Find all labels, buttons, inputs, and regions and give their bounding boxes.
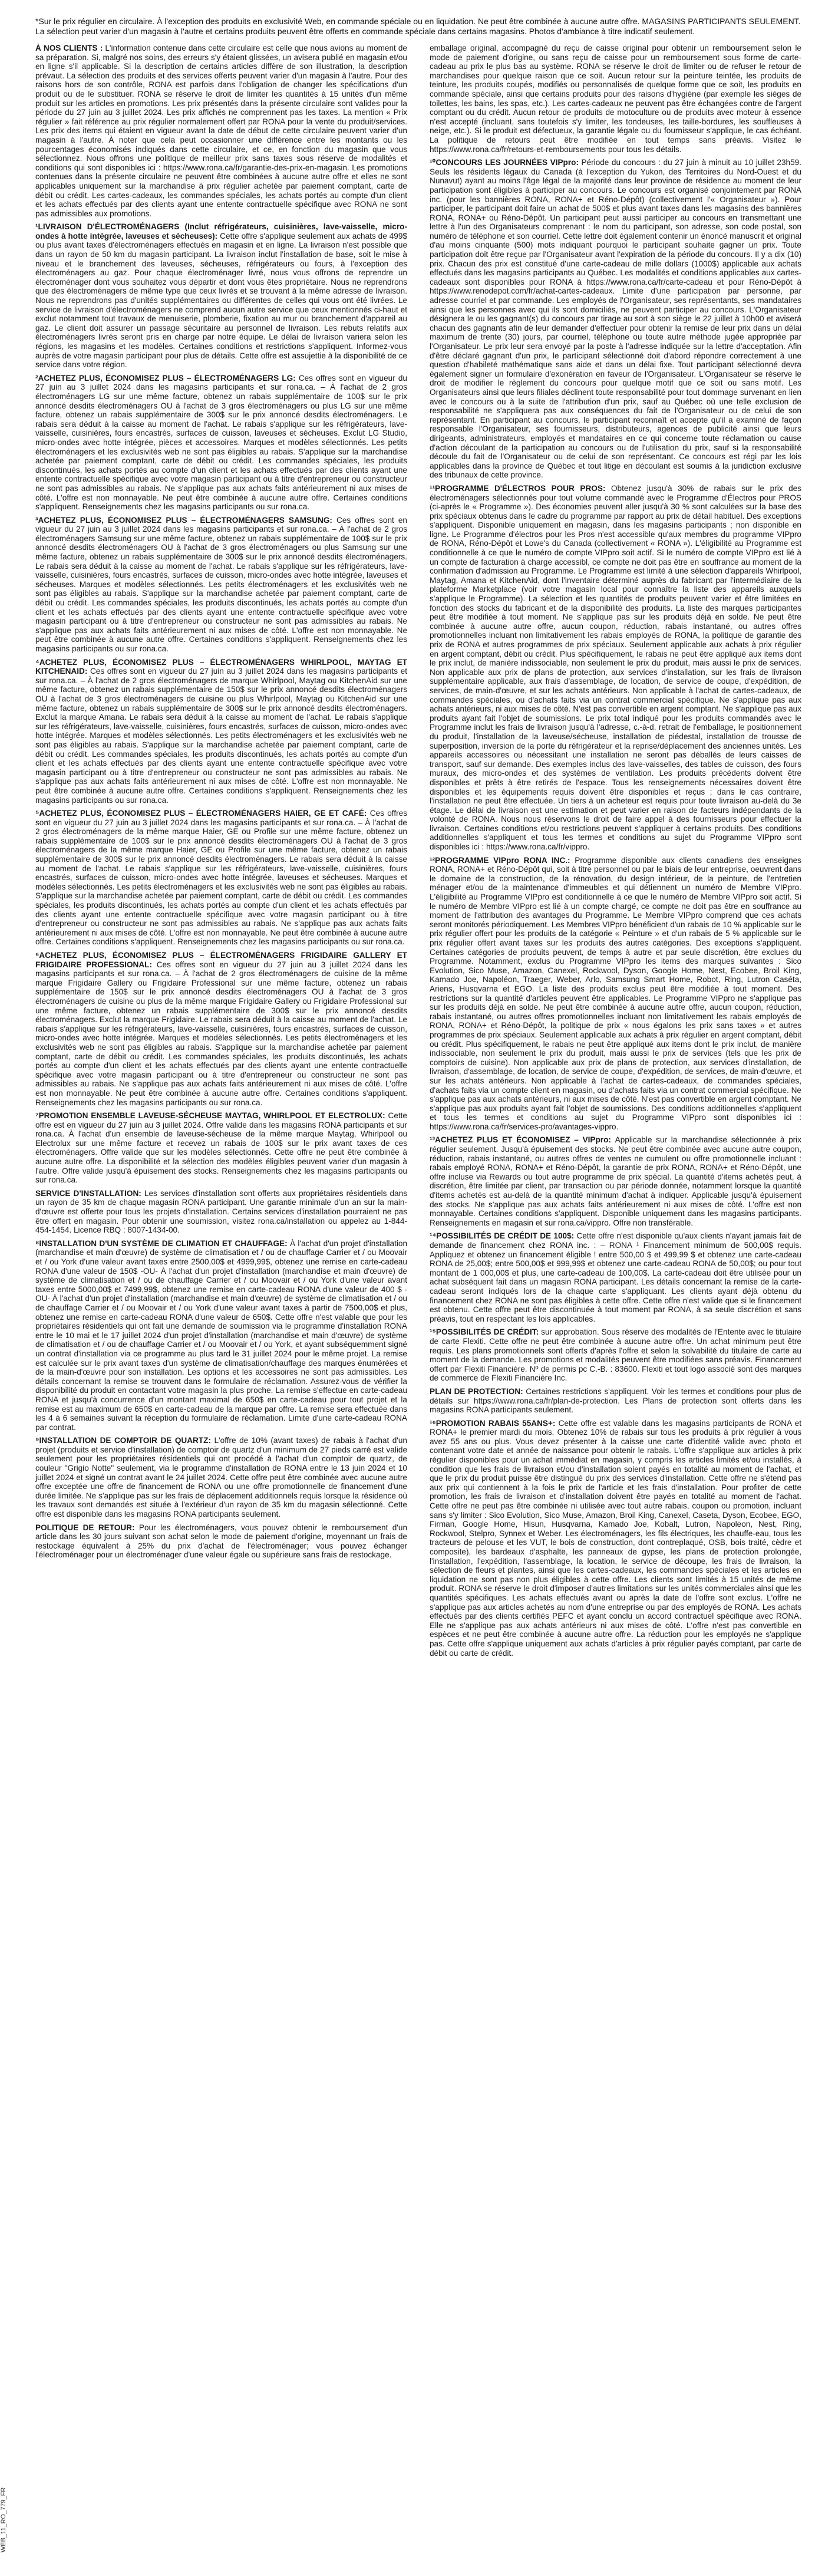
terms-paragraph — [430, 856, 801, 1132]
terms-paragraph-title: ¹⁶PROMOTION RABAIS 55ANS+: — [430, 1418, 559, 1428]
terms-paragraph-body: L'offre de 10% (avant taxes) de rabais à l'achat d'un projet (produits et service d'installation) de comptoir de quartz d'un minimum de 27 pieds carré est valide seulement pour les propriétaires résidentiels qui ont procédé à l'achat d'un comptoir de quartz, de couleur "Grigio Notte" seulement, via le programme d'installation de RONA entre le 13 juin 2024 et 10 juillet 2024 et signé un contrat avant le 24 juillet 2024. Cette offre peut être combinée avec aucune autre offre exceptée une offre de financement de RONA ou une offre promotionnelle de financement d'une durée limitée. Ne s'applique pas sur les frais de déplacement additionnels requis lorsque la résidence où les travaux sont demandés est située à l'extérieur d'un rayon de 35 km du magasin sélectionné. Cette offre est disponible dans les magasins RONA participants seulement. — [35, 1436, 407, 1519]
terms-paragraph-title: ¹⁵POSSIBILITÉS DE CRÉDIT: — [430, 1327, 542, 1337]
terms-paragraph-body: sur approbation. Sous réserve des modalités de l'Entente avec le titulaire de carte Flexiti. Cette offre ne peut être combinée à aucune autre offre. Un achat minimum peut être requis. Les plans promotionnels sont offerts d'après l'offre et selon la solvabilité du titulaire de carte au moment de la demande. Les promotions et modalités peuvent être modifiées sans préavis. Financement offert par Flexiti Financière. Nº de permis pc C.-B. : 83600. Flexiti et tout logo associé sont des marques de commerce de Flexiti Financière Inc. — [430, 1327, 801, 1383]
terms-paragraph-title: ⁵ACHETEZ PLUS, ÉCONOMISEZ PLUS – ÉLECTROMÉNAGERS HAIER, GE ET CAFÉ: — [35, 809, 370, 818]
terms-paragraph — [430, 1419, 801, 1658]
terms-paragraph-title: ²ACHETEZ PLUS, ÉCONOMISEZ PLUS – ÉLECTROMÉNAGERS LG: — [35, 373, 299, 383]
header-disclaimer: *Sur le prix régulier en circulaire. À l'exception des produits en exclusivité Web, en commande spéciale ou en liquidation. Ne peut être combinée à aucune autre offre. MAGASINS PARTICIPANTS SEULEMENT. La sélection peut varier d'un magasin à l'autre et certains produits peuvent être offerts en commande spéciale dans certains magasins. Photos d'ambiance à titre indicatif seulement. — [35, 17, 801, 36]
terms-paragraph-body: Cette offre s'applique seulement aux achats de 499$ ou plus avant taxes d'électroménagers effectués en magasin et en ligne. La livraison n'est possible que dans un rayon de 50 km du magasin participant. La livraison inclut l'installation de base, soit le mise à niveau et le branchement des laveuses, sécheuses, réfrigérateurs ou fours, à l'exception des électroménagers au gaz. Pour chaque électroménager livré, nous vous offrons de reprendre un électroménager dont vous souhaitez vous départir et dont vous êtes propriétaire. Nous ne reprendrons que des électroménagers de même type que ceux livrés et se trouvant à la même adresse de livraison. Nous ne reprendrons pas d'unités supplémentaires ou différentes de celles qui vous ont été livrées. Le service de livraison d'électroménagers ne comprend aucun autre service que ceux mentionnés ci-haut et exclut notamment tout travaux de menuiserie, plomberie, fixation au mur ou branchement d'appareil au gaz. Le client doit assurer un passage sécuritaire au personnel de livraison. Les rebuts relatifs aux électroménagers livrés seront pris en charge par notre équipe. Le délai de livraison variera selon les régions, les magasins et les modèles. Certaines conditions et restrictions s'appliquent. Informez-vous auprès de votre magasin participant pour plus de détails. Cette offre est assujettie à la disponibilité de ce service dans votre région. — [35, 231, 407, 370]
terms-paragraph-body: Période du concours : du 27 juin à minuit au 10 juillet 23h59. Seuls les résidents légaux du Canada (à l'exception du Yukon, des Territoires du Nord-Ouest et du Nunavut) ayant au moins l'âge légal de la majorité dans leur province de résidence au moment de leur participation sont éligibles à participer au concours. Le concours est organisé conjointement par RONA inc. (pour les bannières RONA, RONA+ et Réno-Dépôt) (collectivement l'« Organisateur »). Pour participer, le participant doit faire un achat de 500$ et plus avant taxes dans les magasins des bannières RONA, RONA+ ou Réno-Dépôt. Un participant peut aussi participer au concours en transmettant une lettre à l'un des Organisateurs comprenant : le nom du participant, son adresse, son code postal, son numéro de téléphone et son courriel. Cette lettre doit également contenir un énoncé manuscrit et original d'au moins cinquante (500) mots indiquant pourquoi le participant souhaite gagner un prix. Toute participation doit être reçue par l'Organisateur avant l'expiration de la période du concours. Il y a dix (10) prix. Chacun des prix est constitué d'une carte-cadeau de mille dollars (1000$) applicable aux achats effectués dans les magasins participants au Québec. Les modalités et conditions applicables aux cartes-cadeaux sont disponibles pour RONA à https://www.rona.ca/fr/carte-cadeau et pour Réno-Dépôt à https://www.renodepot.com/fr/achat-cartes-cadeaux. Limite d'une participation par personne, par adresse courriel et par commande. Les employés de l'Organisateur, ses représentants, ses mandataires ainsi que les personnes avec qui ils sont domiciliés, ne peuvent participer au concours. L'Organisateur désignera le ou les gagnant(s) du concours par tirage au sort à son siège le 22 juillet à 10h00 et aviserá chacun des gagnants afin de leur demander d'effectuer pour obtenir la remise de leur prix dans un délai maximum de trente (30) jours, par courriel, téléphone ou toute autre méthode jugée appropriée par l'Organisateur. Le prix leur sera envoyé par la poste à l'adresse indiquée sur la lettre d'acceptation. Afin d'être déclaré gagnant d'un prix, le participant sélectionné doit d'abord répondre correctement à une question d'habileté mathématique sans aide et dans un délai fixe. Tout participant sélectionné devra également signer un formulaire d'exonération en faveur de l'Organisateur. L'Organisateur se réserve le droit de modifier le règlement du concours pour quelque motif que ce soit ou sans motif. Les Organisateurs ainsi que leurs filiales déclinent toute responsabilité pour tout dommage survenant en lien avec le concours ou à la suite de l'attribution d'un prix, sauf au Québec où une telle exclusion de responsabilité ne s'appliquera pas aux conséquences du fait de l'Organisateur ou de celui de son représentant. En participant au concours, le participant reconnaît et accepte qu'il a examiné de façon responsable l'Organisateur, ses fournisseurs, distributeurs, agences de publicité ainsi que leurs dirigeants, administrateurs, employés et mandataires en ce qui concerne toute réclamation ou cause d'action découlant de la participation au concours ou de l'utilisation du prix, sauf si la responsabilité découle du fait de l'Organisateur ou de celui de son représentant. Ce concours est régi par les lois applicables dans la province de Québec et tout litige en découlant est soumis à la juridiction exclusive des tribunaux de cette province. — [430, 158, 801, 480]
terms-column-right — [430, 44, 801, 2543]
terms-paragraph — [35, 951, 407, 1107]
terms-paragraph — [35, 658, 407, 805]
terms-columns — [35, 44, 801, 2543]
terms-paragraph — [35, 1111, 407, 1185]
terms-paragraph-body: Certaines restrictions s'appliquent. Voir les termes et conditions pour plus de détails sur https://www.rona.ca/fr/plan-de-protection. Les Plans de protection sont offerts dans les magasins RONA participants seulement. — [430, 1386, 801, 1415]
terms-paragraph — [35, 1239, 407, 1432]
terms-paragraph — [430, 1135, 801, 1227]
terms-paragraph-body: Cette offre n'est disponible qu'aux clients n'ayant jamais fait de demande de financement chez RONA inc. : – RONA ¹ Financement minimum de 500,00$ requis. Appliquez et obtenez un financement éligible ! entre 500,00 $ et 499,99 $ et obtenez une carte-cadeau RONA de 25,00$; entre 500,00$ et 999,99$ et obtenez une carte-cadeau RONA de 50,00$; ou pour tout montant de 1 000,00$ et plus, une carte-cadeau de 100,00$. La carte-cadeau doit être utilisée pour un achat subséquent fait dans un magasin RONA participant. Les détails concernant la remise de la carte-cadeau seront indiqués lors de la chaque carte s'appliquant. Les clients ayant déjà obtenu du financement chez RONA ne sont pas éligibles à cette offre. Cette offre n'est valide que si le financement est obtenu. Cette offre peut être discontinuée à tout moment par RONA, à sa seule discrétion et sans préavis, tout en respectant les lois applicables. — [430, 1231, 801, 1323]
terms-paragraph — [35, 1523, 407, 1560]
terms-paragraph-title: ¹¹PROGRAMME D'ÉLECTROS POUR PROS: — [430, 483, 611, 493]
terms-paragraph-title: ⁷PROMOTION ENSEMBLE LAVEUSE-SÉCHEUSE MAYTAG, WHIRLPOOL ET ELECTROLUX: — [35, 1111, 388, 1121]
terms-paragraph-title: POLITIQUE DE RETOUR: — [35, 1523, 139, 1532]
terms-paragraph — [35, 809, 407, 947]
terms-paragraph-title: ¹⁰CONCOURS LES JOURNÉES VIPpro: — [430, 158, 582, 167]
terms-paragraph — [430, 44, 801, 154]
terms-paragraph-body: Ces offres sont en vigueur du 27 juin au 3 juillet 2024 dans les magasins participants et sur rona.ca. – À l'achat de 2 gros électroménagers Samsung sur une même facture, obtenez un rabais supplémentaire de 100$ sur le prix annoncé desdits électroménagers OU à l'achat de 3 gros électroménagers ou plus Samsung sur une même facture, obtenez un rabais supplémentaire de 300$ sur le prix annoncé desdits électroménagers. Le rabais sera déduit à la caisse au moment de l'achat. Le rabais s'applique sur les réfrigérateurs, lave-vaisselle, cuisinières, fours encastrés, surfaces de cuisson, micro-ondes avec hotte intégrée, laveuses et sécheuses. Marques et modèles sélectionnés. Les petits électroménagers et les exclusivités web ne sont pas éligibles au rabais. S'applique sur la marchandise achetée par paiement comptant, carte de débit ou crédit. Les commandes spéciales, les produits discontinués, les achats portés au compte d'un client et les achats effectués par des clients ayant une entente contractuelle spécifique avec votre magasin participant ou à titre d'entrepreneur ou constructeur ne sont pas admissibles au rabais. Ne s'applique pas aux achats faits antérieurement ni aux mises de côté. L'offre est non monnayable. Ne peut être combinée à aucune autre offre. Certaines conditions s'appliquent. Renseignements chez les magasins participants ou sur rona.ca. — [35, 515, 407, 653]
terms-paragraph-body: Ces offres sont en vigueur du 27 juin au 3 juillet 2024 dans les magasins participants et sur rona.ca. – À l'achat de 2 gros électroménagers de la même marque Haier, GE ou Profile sur une même facture, obtenez un rabais supplémentaire de 100$ sur le prix annoncé desdits électroménagers OU à l'achat de 3 gros électroménagers de la même marque Haier, GE ou Profile sur une même facture, obtenez un rabais supplémentaire de 300$ sur le prix annoncé desdits électroménagers. Le rabais sera déduit à la caisse au moment de l'achat. Le rabais s'applique sur les réfrigérateurs, lave-vaisselle, cuisinières, fours encastrés, surfaces de cuisson, micro-ondes avec hotte intégrée, laveuses et sécheuses. Marques et modèles sélectionnés. Les petits électroménagers et les exclusivités web ne sont pas éligibles au rabais. S'applique sur la marchandise achetée par paiement comptant, carte de débit ou crédit. Les commandes spéciales, les produits discontinués, les achats portés au compte d'un client et les achats effectués par des clients ayant une entente contractuelle spécifique avec votre magasin participant ou à titre d'entrepreneur ou constructeur ne sont pas admissibles au rabais. Ne s'applique pas aux achats faits antérieurement ni aux mises de côté. L'offre est non monnayable. Ne peut être combinée à aucune autre offre. Certaines conditions s'appliquent. Renseignements chez les magasins participants ou sur rona.ca. — [35, 809, 407, 947]
terms-paragraph — [430, 1231, 801, 1323]
terms-paragraph-body: Les services d'installation sont offerts aux propriétaires résidentiels dans un rayon de 35 km de chaque magasin RONA participant. Une garantie minimale d'un an sur la main-d'œuvre est offerte pour tous les projets d'installation. Certains services d'installation pourraient ne pas être offert en magasin. Pour obtenir une soumission, visitez rona.ca/installation ou appelez au 1-844-454-1454. Licence RBQ : 8007-1434-00. — [35, 1188, 407, 1235]
terms-paragraph-title: À NOS CLIENTS : — [35, 44, 105, 52]
terms-paragraph-title: PLAN DE PROTECTION: — [430, 1386, 526, 1396]
terms-paragraph — [430, 1327, 801, 1383]
terms-column-left — [35, 44, 407, 2543]
terms-paragraph-body: Cette offre est en vigueur du 27 juin au 3 juillet 2024. Offre valide dans les magasins RONA participants et sur rona.ca. À l'achat d'un ensemble de laveuse-sécheuse de la même marque Maytag, Whirlpool ou Electrolux sur une même facture et recevez un rabais de 100$ sur le prix avant taxes de ces électroménagers. Offre valide que sur les modèles sélectionnés. Cette offre ne peut être combinée à aucune autre offre. La disponibilité et la sélection des modèles éligibles peuvent varier d'un magasin à l'autre. Offre valide jusqu'à épuisement des stocks. Renseignements chez les magasins participants ou sur rona.ca. — [35, 1111, 407, 1185]
terms-paragraph-body: Programme disponible aux clients canadiens des enseignes RONA, RONA+ et Réno-Dépôt qui, soit à titre personnel ou par le biais de leur entreprise, oeuvrent dans le domaine de la construction, de la rénovation, du design intérieur, de la peinture, de l'entretien ménager et/ou de la maintenance d'immeubles et qui détiennent un numéro de Membre VIPpro. L'éligibilité au Programme VIPpro est conditionnelle à ce que le numéro de Membre VIPpro soit actif. Si le numéro de Membre VIPpro est lié à un compte chargé, ce compte ne doit pas être en souffrance au moment de l'attribution des avantages du Programme. Le Membre VIPpro comprend que ces achats seront monitorés périodiquement. Les Membres VIPpro bénéficient d'un rabais de 10 % applicable sur le prix régulier offert pour les produits de la catégorie « Peinture » et d'un rabais de 5 % applicable sur le prix régulier offert avant taxes sur les produits des autres catégories. Des exceptions s'appliquent. Certaines catégories de produits peuvent, de temps à autre et par seule discrétion, être exclues du Programme. Notamment, exclus du Programme VIPpro les items des marques suivantes : Sico Evolution, Sico Muse, Amazon, Canexel, Rockwool, Dyson, Google Home, Nest, Ecobee, Broil King, Kamado Joe, Napoléon, Traeger, Weber, Arlo, Samsung Smart Home, Robot, Ring, Lutron Caséta, Ariens, Husqvarna et EGO. La liste des produits exclus peut être modifiée à tout moment. Des restrictions sur la quantité d'articles peuvent être applicables. Le Programme VIPpro ne s'applique pas sur les produits déjà en solde. Ne peut être combinée à aucune autre offre, aucun coupon, réduction, rabais instantané, ou autres offres promotionnelles incluant non limitativement les rabais employés de RONA, RONA+ et Réno-Dépôt, la politique de prix « nous égalons les prix sans taxes » et autres programmes de prix spéciaux. Seulement applicable aux achats à prix régulier en argent comptant, débit ou crédit. Plus spécifiquement, le rabais ne peut être appliqué aux items dont le prix inclut, de manière indissociable, non seulement le prix du produit, mais aussi le prix de services (tels que les prix de comptoirs de cuisine). Non applicable aux prix de plans de protection, aux services d'installation, de livraison, d'assemblage, de location, de service de coupe, d'expédition, de services, de main-d'œuvre, et sur les achats antérieurs. Non applicable à l'achat de cartes-cadeaux, de commandes spéciales, d'achats faits via un compte client en magasin, ou d'achats faits via un contrat commercial spécifique. Ne s'applique pas aux achats antérieurs, ni aux mises de côté. N'est pas convertible en argent comptant. Ne s'applique pas aux produits ayant fait l'objet de soumissions. Des conditions additionnelles s'appliquent et tous les termes et conditions au sujet du Programme VIPpro sont disponibles ici : https://www.rona.ca/fr/services-pro/avantages-vippro. — [430, 855, 801, 1131]
terms-paragraph — [35, 1189, 407, 1235]
terms-paragraph-title: ⁸INSTALLATION D'UN SYSTÈME DE CLIMATION ET CHAUFFAGE: — [35, 1238, 291, 1248]
terms-paragraph-title: ³ACHETEZ PLUS, ÉCONOMISEZ PLUS – ÉLECTROMÉNAGERS SAMSUNG: — [35, 515, 337, 525]
terms-paragraph-body: Obtenez jusqu'à 30% de rabais sur le prix des électroménagers sélectionnés pour tout volume commandé avec le Programme d'Électros pour PROS (ci-après le « Programme »). Des économies peuvent aller jusqu'à 30 % sont calculées sur la base des prix spéciaux obtenus dans le cadre du programme par rapport au prix de détail habituel. Des exceptions s'appliquent. Disponible uniquement en magasin, dans les magasins participants ; non disponible en ligne. Le Programme d'électros pour les Pros n'est accessible qu'aux membres du programme VIPpro de RONA, Réno-Dépôt et Lowe's du Canada (collectivement « RONA »). L'éligibilité au Programme est conditionnelle à ce que le numéro de compte VIPpro soit actif. Si le numéro de compte VIPpro est lié à un compte de facturation à charge accessibl, ce compte ne doit pas être en souffrance au moment de la confirmation d'admission au Programme. Le Programme est limité à une sélection d'appareils Whirlpool, Maytag, Amana et KitchenAid, dont l'inventaire déterminé auprès du fabricant par l'intermédiaire de la plateforme Marketplace (voir votre magasin local pour connaître la liste des appareils auxquels s'applique le Programme). La sélection et les quantités de produits peuvent varier et être limitées en fonction des stocks du fabricant et de la disponibilité des produits. La liste des marques participantes peut être modifiée à tout moment. Ne s'applique pas sur les produits déjà en solde. Ne peut être combinée à aucune autre offre, aucun coupon, réduction, rabais instantané, ou autres offres promotionnelles incluant non limitativement les rabais employés de RONA, la politique de garantie des prix de RONA et autres programmes de prix spéciaux. Seulement applicable aux achats à prix régulier en argent comptant, débit ou crédit. Plus spécifiquement, le rabais ne peut être appliqué aux items dont le prix inclut, de manière indissociable, non seulement le prix du produit, mais aussi le prix de services. Non applicable aux prix de plans de protection, aux services d'installation, sur les frais de livraison supplémentaire applicable, aux frais d'assemblage, de location, de service de coupe, d'expédition, de services, de main-d'œuvre, et sur les achats antérieurs. Non applicable à l'achat de cartes-cadeaux, de commandes spéciales, ou d'achats faits via un contrat commercial spécifique. Ne s'applique pas aux achats antérieurs, ni aux mises de côté. N'est pas convertible en argent comptant. Ne s'applique pas aux produits ayant fait l'objet de soumissions. Le prix total indiqué pour les produits commandés avec le Programme inclut les frais de livraison jusqu'à l'adresse, c.-à-d. retrait de l'emballage, le positionnement du produit, l'installation de la laveuse/sécheuse, installation de piédestal, installation de trousse de superposition, inversion de la porte du réfrigérateur et la reprise/déplacement des anciennes unités. Les appareils accessoires ou nécessitant une installation ne seront pas déballés de leurs caisses de transport, sauf sur demande. Des exemples inclus des lave-vaisselles, des tables de cuisson, des fours muraux, des micro-ondes et des systèmes de ventilation. Les produits précédents doivent être disponibles et prêts à être retirés de l'espace. Tous les renseignements nécessaires doivent être disponibles et les équipements requis doivent être disponibles et reçus ; dans le cas contraire, l'installation ne peut être effectuée. Un tiers à un acheteur est requis pour toute livraison au-delà du 3e étage. Le délai de livraison est une estimation et peut varier en raison de facteurs indépendants de la volonté de RONA. Nous nous réservons le droit de faire appel à des fournisseurs pour effectuer la livraison. Certaines conditions et/ou restrictions peuvent s'appliquer à certains produits. Des conditions additionnelles s'appliquent et tous les termes et conditions au sujet du Programme VIPpro sont disponibles ici : https://www.rona.ca/fr/vippro. — [430, 483, 801, 852]
terms-paragraph-body: emballage original, accompagné du reçu de caisse original pour obtenir un remboursement selon le mode de paiement d'origine, ou sans reçu de caisse pour un remboursement sous forme de carte-cadeau au prix le plus bas au système. RONA se réserve le droit de limiter ou de refuser le retour de marchandises pour quelque raison que ce soit. Aucun retour sur la peinture teintée, les produits de teinture, les produits coupés, modifiés ou personnalisés de quelque forme que ce soit, les produits en commande spéciale, ainsi que certains produits pour des raisons d'hygiène (par exemple les sièges de toilettes, les bains, les spas, etc.). Les cartes-cadeaux ne peuvent pas être échangées contre de l'argent comptant ou du crédit. Aucun retour de produits de motoculture ou de produits avec moteur à essence n'est accepté (incluant, sans toutefois s'y limiter, les tondeuses, les taille-bordures, les souffleuses à neige, etc.). Si le produit est défectueux, la garantie légale ou du fournisseur s'applique, le cas échéant. La politique de retours peut être modifiée en tout temps sans préavis. Visitez le https://www.rona.ca/fr/retours-et-remboursements pour tous les détails. — [430, 44, 801, 154]
terms-paragraph-body: Ces offres sont en vigueur du 27 juin au 3 juillet 2024 dans les magasins participants et sur rona.ca. – À l'achat de 2 gros électroménagers de cuisine de la même marque Frigidaire Gallery ou Frigidaire Professional sur une même facture, obtenez un rabais supplémentaire de 150$ sur le prix annoncé desdits électroménagers OU à l'achat de 3 gros électroménagers de cuisine ou plus de la même marque Frigidaire Gallery ou Frigidaire Professional sur une même facture, obtenez un rabais supplémentaire de 300$ sur le prix annoncé desdits électroménagers. Exclut la marque Frigidaire. Le rabais sera déduit à la caisse au moment de l'achat. Le rabais s'applique sur les réfrigérateurs, lave-vaisselle, cuisinières, fours encastrés, surfaces de cuisson, micro-ondes avec hotte intégrée. Marques et modèles sélectionnés. Les petits électroménagers et les exclusivités web ne sont pas éligibles au rabais. S'applique sur la marchandise achetée par paiement comptant, carte de débit ou crédit. Les commandes spéciales, les produits discontinués, les achats portés au compte d'un client et les achats effectués par des clients ayant une entente contractuelle spécifique avec votre magasin participant ou à titre d'entrepreneur ou constructeur ne sont pas admissibles au rabais. Ne s'applique pas aux achats faits antérieurement ni aux mises de côté. L'offre est non monnayable. Ne peut être combinée à aucune autre offre. Certaines conditions s'appliquent. Renseignements chez les magasins participants ou sur rona.ca. — [35, 960, 407, 1107]
terms-paragraph-title: ¹²PROGRAMME VIPpro RONA INC.: — [430, 855, 575, 865]
terms-paragraph — [430, 158, 801, 480]
terms-paragraph-body: Cette offre est valable dans les magasins participants de RONA et RONA+ le premier mardi du mois. Obtenez 10% de rabais sur tous les produits à prix régulier à vous avez 55 ans ou plus. Vous devez présenter à la caisse une carte d'identité valide avec photo et contenant votre date et année de naissance pour obtenir le rabais. L'offre s'applique aux articles à prix régulier disponibles pour un achat immédiat en magasin, y compris les articles limités et/ou installés, à condition que les frais de livraison et/ou d'installation soient payés en totalité au moment de l'achat, et que le prix du produit puisse être distingué du prix des services d'installation. Cette offre ne s'étend pas aux prix qui contiennent à la fois le prix de l'article et les frais d'installation. Pour profiter de cette promotion, les frais de livraison et d'installation doivent être payés en totalité au moment de l'achat. Cette offre ne peut pas être combinée ni utilisée avec tout autre rabais, coupon ou promotion, incluant sans s'y limiter : Sico Evolution, Sico Muse, Amazon, Broil King, Canexel, Caseta, Dyson, Ecobee, EGO, Firman, Google Home, Hisun, Husqvarna, Kamado Joe, Kobalt, Lutron, Napoleon, Nest, Ring, Rockwool, Stelpro, Synnex et Weber. Les électroménagers, les fils électriques, les chauffe-eau, tous les tracteurs de pelouse et les VUT, le bois de construction, dont contreplaqué, OSB, bois traité, cèdre et composite), les bardeaux d'asphalte, les panneaux de gypse, les plans de protection prolongée, l'installation, l'expédition, l'assemblage, la location, le service de découpe, les frais de livraison, la sélection de fleurs et plantes, ainsi que les cartes-cadeaux, les commandes spéciales et les articles en liquidation ne sont pas non plus éligibles à cette offre. Les clients sont limités à 15 unités de même produit. RONA se réserve le droit d'imposer d'autres limitations sur les unités commerciales ainsi que les quantités spécifiques. Les achats effectués avant ou après la date de l'offre sont exclus. L'offre ne s'applique pas aux articles achetés au nom d'une entreprise ou par des employés de RONA. Les achats effectués par des clients certifiés PEFC et ayant conclu un accord contractuel spécifique avec RONA. Elle ne s'applique pas aux achats antérieurs ni aux mises de côté. L'offre n'est pas convertible en espèces et ne peut être combinée à aucune autre offre. La réduction pour les employés ne s'applique pas. Cette offre s'applique uniquement aux achats d'articles à prix régulier payés comptant, par carte de débit ou carte de crédit. — [430, 1418, 801, 1658]
terms-paragraph — [35, 222, 407, 370]
terms-paragraph — [430, 1387, 801, 1415]
terms-paragraph-body: Pour les électroménagers, vous pouvez obtenir le remboursement d'un article dans les 30 jours suivant son achat selon le mode de paiement d'origine, moyennant un frais de restockage équivalent à 25% du prix d'achat de l'électroménager; vous pouvez échanger l'électroménager pour un électroménager d'une valeur égale ou supérieure sans frais de restockage. — [35, 1523, 407, 1560]
terms-paragraph-title: ¹³ACHETEZ PLUS ET ÉCONOMISEZ – VIPpro: — [430, 1135, 615, 1145]
terms-paragraph-body: À l'achat d'un projet d'installation (marchandise et main d'œuvre) de système de climatisation et / ou de chauffage Carrier et / ou Moovair et / ou York d'une valeur avant taxes entre 2500,00$ et 4999,99$, obtenez une remise en carte-cadeau RONA d'une valeur de 150$ -OU- À l'achat d'un projet d'installation (marchandise et main d'œuvre) de système de climatisation et / ou de chauffage Carrier et / ou Moovair et / ou York d'une valeur avant taxes entre 5000,00$ et 7499,99$, obtenez une remise en carte-cadeau RONA d'une valeur de 400 $ -OU- À l'achat d'un projet d'installation (marchandise et main d'œuvre) de système de climatisation et / ou de chauffage Carrier et / ou Moovair et / ou York d'une valeur avant taxes à partir de 7500,00$ et plus, obtenez une remise en carte-cadeau RONA d'une valeur de 650$. Cette offre n'est valable que pour les propriétaires résidentiels qui ont fait une demande de soumission via le programme d'installation RONA entre le 10 mai et le 17 juillet 2024 d'un projet d'installation (marchandise et main d'œuvre) de système de climatisation et / ou de chauffage Carrier et / ou Moovair et / ou York, et ayant subséquemment signé un contrat d'installation via ce programme au plus tard le 31 juillet 2024 pour le même projet. La remise est calculée sur le prix avant taxes d'un système de climatisation/chauffage des marques énumérées et de la main-d'œuvre pour son installation. Les options et les accessoires ne sont pas admissibles. Les détails concernant la remise se trouvent dans le formulaire de réclamation. Assurez-vous de vérifier la disponibilité du produit en contactant votre magasin la plus proche. La remise s'effectue en carte-cadeau RONA et jusqu'à concurrence d'un montant maximal de 650$ en carte-cadeau pour tout projet et la remise est au maximum de 650$ en carte-cadeau de la marque par offre. La remise sera effectuée dans les 4 à 6 semaines suivant la réception du formulaire de réclamation. Limite d'une carte-cadeau RONA par contrat. — [35, 1238, 407, 1432]
terms-paragraph-body: Applicable sur la marchandise sélectionnée à prix régulier seulement. Jusqu'à épuisement des stocks. Ne peut être combinée avec aucune autre coupon, réduction, rabais instantané, ou autres offres de ventes ne cumulent ou offre promotionnelle incluant : rabais employé RONA, RONA+ et Réno-Dépôt, la garantie de prix RONA, RONA+ et Réno-Dépôt, une offre incluse via Rewards ou tout autre programme de prix spécial. La quantité d'items achetés peut, à discrétion, être limitée par client, par transaction ou par période donnée, notamment lorsque la quantité d'items achetés est au-delà de la quantité minimum d'achat à indiquer. Applicable jusqu'à épuisement des stocks. Ne s'applique pas aux achats faits antérieurement ni aux mises de côté. L'offre est non monnayable. Certaines conditions s'appliquent. Disponible uniquement dans les magasins participants. Renseignements en magasin et sur rona.ca/vippro. Offre non transférable. — [430, 1135, 801, 1227]
terms-paragraph — [35, 374, 407, 512]
terms-paragraph — [35, 516, 407, 654]
legal-fine-print-page — [35, 17, 801, 2563]
terms-paragraph-title: ¹LIVRAISON D'ÉLECTROMÉNAGERS (Inclut réfrigérateurs, cuisinières, lave-vaisselle, micro-ondes à hotte intégrée, laveuses et sécheuses): — [35, 222, 407, 241]
terms-paragraph — [430, 484, 801, 852]
terms-paragraph-body: Ces offres sont en vigueur du 27 juin au 3 juillet 2024 dans les magasins participants et sur rona.ca. – À l'achat de 2 gros électroménagers de marque Whirlpool, Maytag ou KitchenAid sur une même facture, obtenez un rabais supplémentaire de 150$ sur le prix annoncé desdits électroménagers OU à l'achat de 3 gros électroménagers de cuisine ou plus Whirlpool, Maytag ou KitchenAid sur une même facture, obtenez un rabais supplémentaire de 300$ sur le prix annoncé desdits électroménagers. Exclut la marque Amana. Le rabais sera déduit à la caisse au moment de l'achat. Le rabais s'applique sur les réfrigérateurs, lave-vaisselle, cuisinières, fours encastrés, surfaces de cuisson, micro-ondes avec hotte intégrée. Marques et modèles sélectionnés. Les petits électroménagers et les exclusivités web ne sont pas éligibles au rabais. S'applique sur la marchandise achetée par paiement comptant, carte de débit ou crédit. Les commandes spéciales, les produits discontinués, les achats portés au compte d'un client et les achats effectués par des clients ayant une entente contractuelle spécifique avec votre magasin participant ou à titre d'entrepreneur ou constructeur ne sont pas admissibles au rabais. Ne s'applique pas aux achats faits antérieurement ni aux mises de côté. L'offre est non monnayable. Ne peut être combinée à aucune autre offre. Certaines conditions s'appliquent. Renseignements chez les magasins participants ou sur rona.ca. — [35, 667, 407, 805]
terms-paragraph-title: ¹⁴POSSIBILITÉS DE CRÉDIT DE 100$: — [430, 1231, 577, 1241]
terms-paragraph-title: ⁶ACHETEZ PLUS, ÉCONOMISEZ PLUS – ÉLECTROMÉNAGERS FRIGIDAIRE GALLERY ET FRIGIDAIRE PROFESSIONAL: — [35, 951, 407, 969]
terms-paragraph — [35, 1436, 407, 1518]
terms-paragraph-title: ⁹INSTALLATION DE COMPTOIR DE QUARTZ: — [35, 1436, 214, 1445]
document-code: WEB_11_RO_779_FR — [0, 2487, 7, 2552]
terms-paragraph — [35, 44, 407, 218]
terms-paragraph-title: ⁴ACHETEZ PLUS, ÉCONOMISEZ PLUS – ÉLECTROMÉNAGERS WHIRLPOOL, MAYTAG ET KITCHENAID: — [35, 657, 407, 676]
terms-paragraph-title: SERVICE D'INSTALLATION: — [35, 1188, 144, 1198]
terms-paragraph-body: Ces offres sont en vigueur du 27 juin au 3 juillet 2024 dans les magasins participants et sur rona.ca. – À l'achat de 2 gros électroménagers LG sur une même facture, obtenez un rabais supplémentaire de 100$ sur le prix annoncé desdits électroménagers OU à l'achat de 3 gros électroménagers ou plus LG sur une même facture, obtenez un rabais supplémentaire de 300$ sur le prix annoncé desdits électroménagers. Le rabais sera déduit à la caisse au moment de l'achat. Le rabais s'applique sur les réfrigérateurs, lave-vaisselle, cuisinières, fours encastrés, surfaces de cuisson, laveuses et sécheuses. Exclut LG Studio, micro-ondes avec hotte intégrée, pièces et accessoires. Marques et modèles sélectionnés. Les petits électroménagers et les exclusivités web ne sont pas éligibles au rabais. S'applique sur la marchandise achetée par paiement comptant, carte de débit ou crédit. Les commandes spéciales, les produits discontinués, les achats portés au compte d'un client et les achats effectués par des clients ayant une entente contractuelle spécifique avec votre magasin participant ou à titre d'entrepreneur ou constructeur ne sont pas admissibles au rabais. Ne s'applique pas aux achats faits antérieurement ni aux mises de côté. L'offre est non monnayable. Ne peut être combinée à aucune autre offre. Certaines conditions s'appliquent. Renseignements chez les magasins participants ou sur rona.ca. — [35, 373, 407, 512]
terms-paragraph-body: L'information contenue dans cette circulaire est celle que nous avions au moment de sa préparation. Si, malgré nos soins, des erreurs s'y étaient glissées, un avisera publié en magasin et/ou en ligne s'il applicable. Si la description de certains articles diffère de son illustration, la description prévaut. La sélection des produits et des services offerts peuvent varier d'un magasin à l'autre. Pour des raisons hors de son contrôle, RONA est parfois dans l'obligation de changer les spécifications d'un produit ou de le substituer. RONA se réserve le droit de limiter les quantités à 15 unités d'un même produit sur les articles en promotions. Les prix présentés dans la présente circulaire sont valides pour la période du 27 juin au 3 juillet 2024. Les prix affichés ne comprennent pas les taxes. La mention « Prix régulier » fait référence au prix régulier normalement offert par RONA pour la vente du produit/services. Les prix des items qui étaient en vigueur avant la date de début de cette circulaire peuvent varier d'un magasin à l'autre. À noter que cela peut occasionner une différence entre les montants ou les pourcentages économisés indiqués dans cette circulaire, et ce, en fonction du magasin que vous sélectionnez. Nous offrons une politique de meilleur prix sans taxes sous réserve de modalités et conditions qui sont disponibles ici : https://www.rona.ca/fr/garantie-des-prix-en-magasin. Les promotions contenues dans la présente circulaire ne peuvent être combinées à aucune autre offre et elles ne sont applicables uniquement sur la marchandise à prix régulier achetée par paiement comptant, carte de débit ou crédit. Les cartes-cadeaux, les commandes spéciales, les achats portés au compte d'un client et les achats effectués par des clients ayant une entente contractuelle spécifique avec RONA ne sont pas admissibles aux promotions. — [35, 44, 407, 218]
